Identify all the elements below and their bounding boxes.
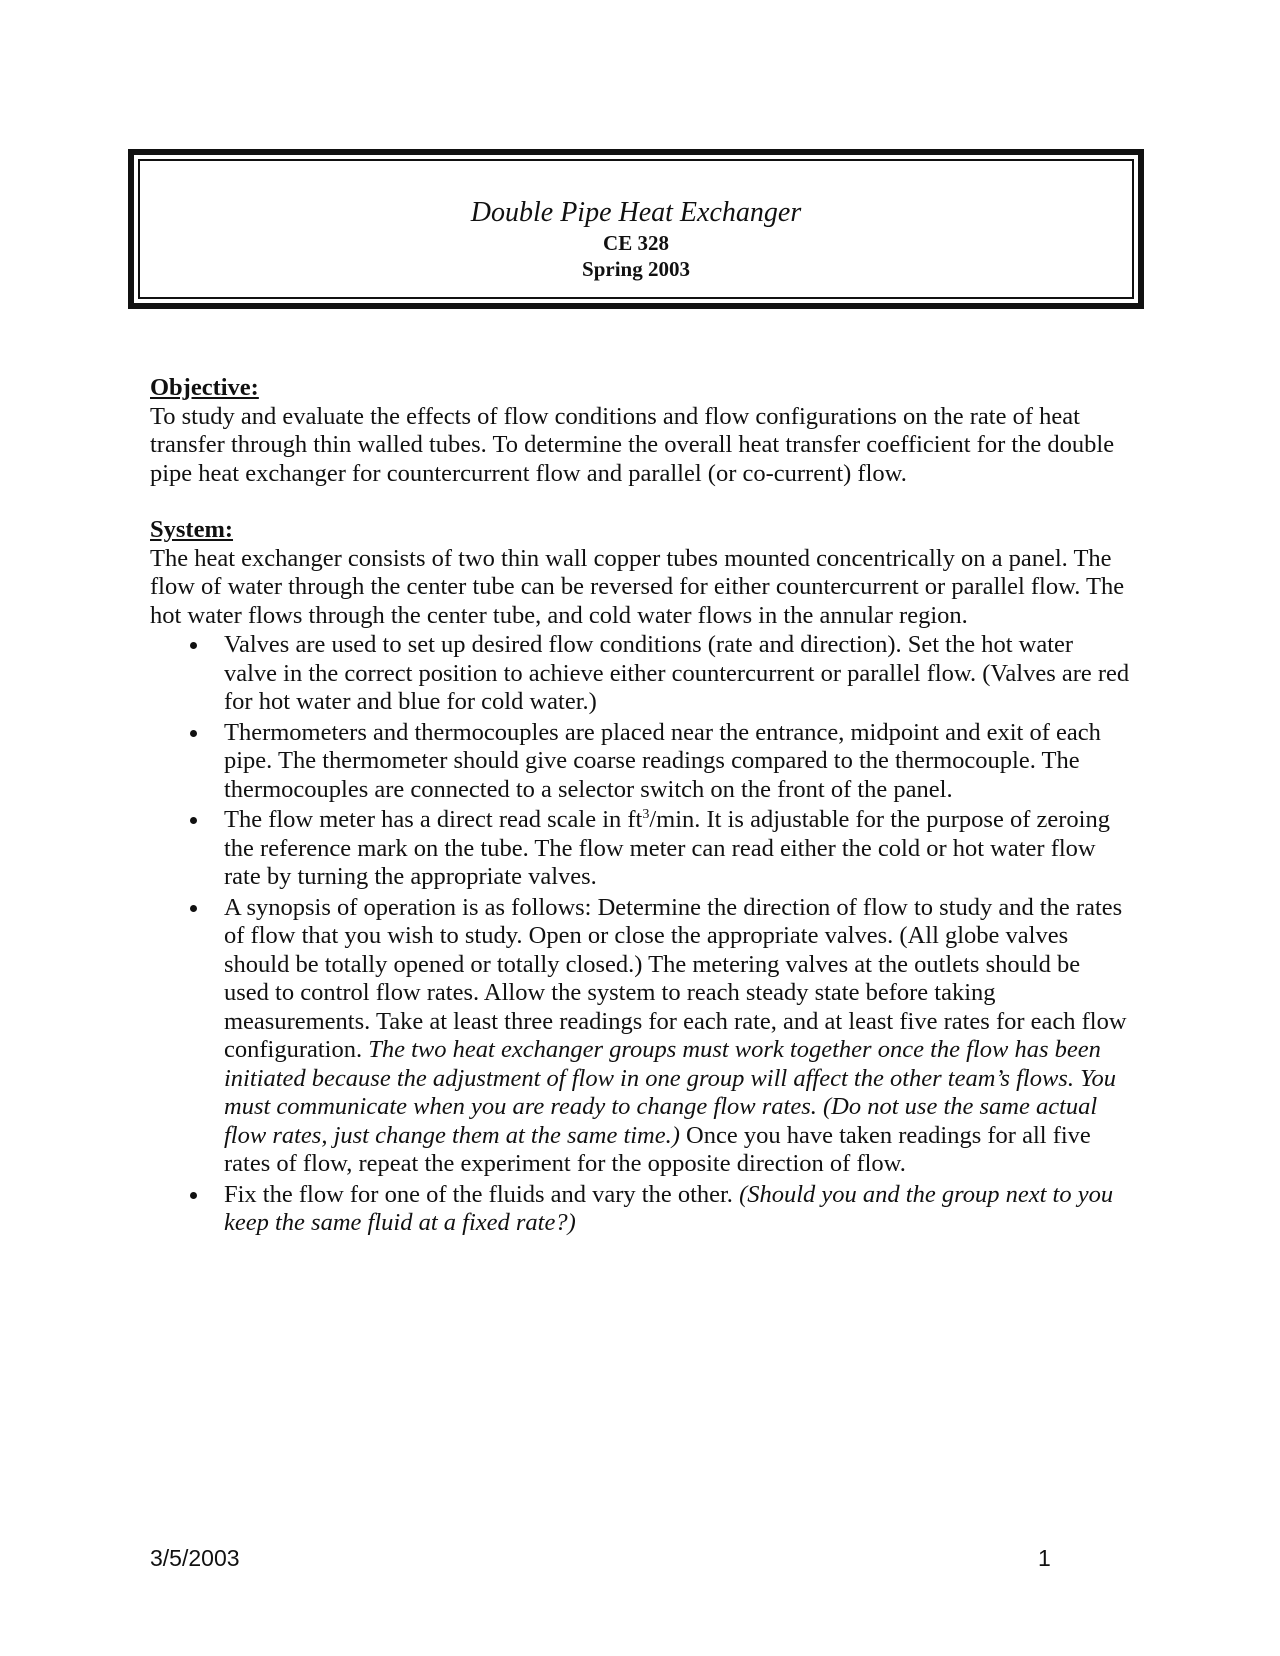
page-number: 1	[1038, 1545, 1051, 1571]
course-code: CE 328	[603, 231, 669, 255]
bullet-italic-note: The two heat exchanger groups must work together once the flow has been initiated because the adjustment of flow in one group will affect the other team’s flows. You must communicate when you are ready to change flow rates. (Do not use the same actual flow rates, just change them at the same time.)	[224, 1036, 1116, 1149]
system-bullet-list	[150, 631, 1130, 1238]
bullet-text: A synopsis of operation is as follows: Determine the direction of flow to study and the rates of flow that you wish to study. Open or close the appropriate valves. (All globe valves should be totally opened or totally closed.) The metering valves at the outlets should be used to control flow rates. Allow the system to reach steady state before taking measurements. Take at least three readings for each rate, and at least five rates for each flow configuration.	[224, 893, 1127, 1063]
bullet-italic-note: (Should you and the group next to you keep the same fluid at a fixed rate?)	[224, 1180, 1114, 1236]
objective-paragraph: To study and evaluate the effects of flow conditions and flow configurations on the rate of heat transfer through thin walled tubes. To determine the overall heat transfer coefficient for the double pipe heat exchanger for countercurrent flow and parallel (or co-current) flow.	[150, 402, 1115, 487]
footer-date: 3/5/2003	[150, 1545, 240, 1571]
bullet-icon	[190, 1192, 197, 1199]
title-box-inner	[138, 159, 1134, 299]
term-label: Spring 2003	[582, 257, 690, 281]
bullet-text: Fix the flow for one of the fluids and vary the other.	[224, 1180, 740, 1208]
bullet-icon	[190, 817, 197, 824]
bullet-text: Valves are used to set up desired flow conditions (rate and direction). Set the hot water valve in the correct position to achieve either countercurrent or parallel flow. (Valves are red for hot water and blue for cold water.)	[224, 631, 1130, 715]
title-box	[128, 149, 1144, 309]
bullet-icon	[190, 730, 197, 737]
system-heading: System:	[150, 516, 234, 543]
document-body	[150, 374, 1130, 1240]
section-spacer	[150, 488, 1130, 516]
list-item	[150, 1181, 1130, 1238]
bullet-text: /min. It is adjustable for the purpose of zeroing the reference mark on the tube. The flow meter can read either the cold or hot water flow rate by turning the appropriate valves.	[224, 806, 1110, 890]
list-item	[150, 719, 1130, 805]
list-item	[150, 894, 1130, 1179]
bullet-text: The flow meter has a direct read scale in ft	[224, 806, 643, 833]
document-title: Double Pipe Heat Exchanger	[470, 197, 802, 228]
system-intro-paragraph: The heat exchanger consists of two thin wall copper tubes mounted concentrically on a panel. The flow of water through the center tube can be reversed for either countercurrent or parallel flow. The hot water flows through the center tube, and cold water flows in the annular region.	[150, 544, 1125, 629]
bullet-icon	[190, 905, 197, 912]
list-item	[150, 806, 1130, 892]
superscript-exponent: 3	[642, 807, 650, 822]
bullet-icon	[190, 642, 197, 649]
list-item	[150, 631, 1130, 717]
objective-heading: Objective:	[150, 374, 259, 401]
bullet-text: Thermometers and thermocouples are placed near the entrance, midpoint and exit of each pipe. The thermometer should give coarse readings compared to the thermocouple. The thermocouples are connected to a selector switch on the front of the panel.	[224, 718, 1101, 803]
bullet-text: Once you have taken readings for all five rates of flow, repeat the experiment for the opposite direction of flow.	[224, 1121, 1091, 1177]
